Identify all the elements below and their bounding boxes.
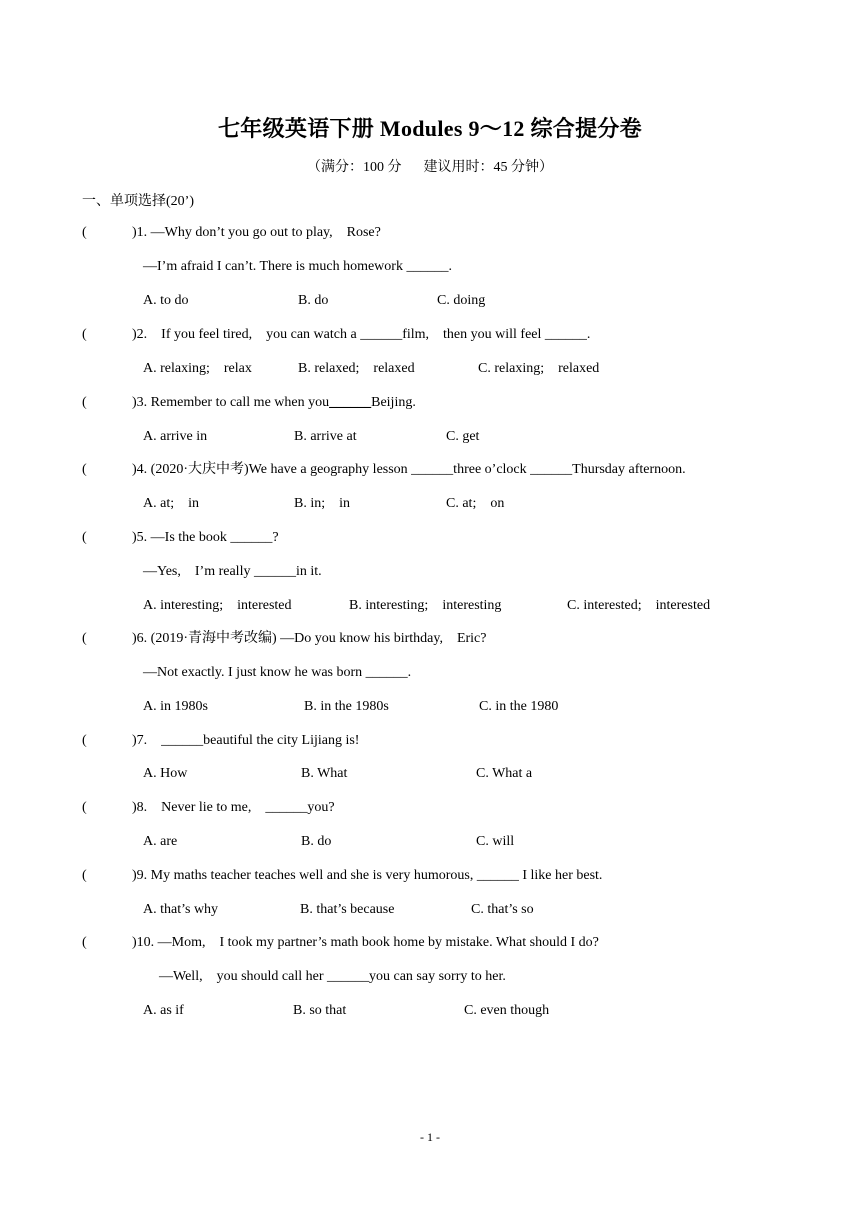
question-stem: )5. —Is the book ______? — [132, 530, 279, 545]
option-a: A. in 1980s — [143, 699, 208, 714]
answer-paren: ( — [82, 395, 87, 410]
page-number: - 1 - — [420, 1130, 440, 1144]
option-a: A. at; in — [143, 496, 199, 511]
answer-paren: ( — [82, 800, 87, 815]
option-c: C. will — [476, 834, 515, 849]
stem-text: )3. Remember to call me when you — [132, 395, 330, 410]
answer-paren: ( — [82, 733, 87, 748]
question-stem: )4. (2020·大庆中考)We have a geography lesson ______three o’clock ______Thursday afternoon. — [132, 462, 686, 477]
answer-paren: ( — [82, 868, 87, 883]
option-c: C. interested; interested — [567, 598, 711, 613]
option-b: B. so that — [293, 1003, 347, 1018]
question-10-dialogue: —Well, you should call her ______you can say sorry to her. — [159, 969, 506, 984]
question-stem: )9. My maths teacher teaches well and she is very humorous, ______ I like her best. — [132, 868, 603, 883]
question-stem: )6. (2019·青海中考改编) —Do you know his birthday, Eric? — [132, 631, 487, 646]
option-a: A. as if — [143, 1003, 184, 1018]
option-a: A. How — [143, 766, 188, 781]
question-5-dialogue: —Yes, I’m really ______in it. — [143, 564, 322, 579]
option-c: C. at; on — [446, 496, 505, 511]
time-info: 建议用时：45 分钟） — [423, 160, 553, 175]
option-b: B. in; in — [294, 496, 351, 511]
question-stem: )10. —Mom, I took my partner’s math book home by mistake. What should I do? — [132, 935, 599, 950]
option-b: B. do — [298, 293, 329, 308]
question-stem: )2. If you feel tired, you can watch a ______film, then you will feel ______. — [132, 327, 591, 342]
option-b: B. that’s because — [300, 902, 395, 917]
question-stem — [132, 394, 416, 412]
option-c: C. that’s so — [471, 902, 534, 917]
option-a: A. to do — [143, 293, 189, 308]
question-stem: )1. —Why don’t you go out to play, Rose? — [132, 225, 381, 240]
option-b: B. in the 1980s — [304, 699, 389, 714]
option-b: B. do — [301, 834, 332, 849]
section-heading: 一、单项选择(20’) — [82, 194, 194, 209]
answer-blank: ______ — [329, 395, 372, 410]
option-c: C. relaxing; relaxed — [478, 361, 600, 376]
option-a: A. that’s why — [143, 902, 219, 917]
option-a: A. interesting; interested — [143, 598, 292, 613]
score-info: （满分：100 分 — [307, 160, 402, 175]
page-title: 七年级英语下册 Modules 9～12 综合提分卷 — [218, 116, 642, 141]
answer-paren: ( — [82, 327, 87, 342]
option-b: B. relaxed; relaxed — [298, 361, 415, 376]
option-c: C. get — [446, 429, 480, 444]
option-c: C. in the 1980 — [479, 699, 559, 714]
option-a: A. relaxing; relax — [143, 361, 252, 376]
answer-paren: ( — [82, 530, 87, 545]
answer-paren: ( — [82, 462, 87, 477]
answer-paren: ( — [82, 225, 87, 240]
page-subtitle — [0, 156, 860, 176]
option-c: C. What a — [476, 766, 533, 781]
option-c: C. even though — [464, 1003, 550, 1018]
question-6-dialogue: —Not exactly. I just know he was born ______. — [143, 665, 412, 680]
option-b: B. What — [301, 766, 348, 781]
stem-text: Beijing. — [371, 395, 416, 410]
option-a: A. are — [143, 834, 178, 849]
answer-paren: ( — [82, 935, 87, 950]
answer-paren: ( — [82, 631, 87, 646]
option-b: B. interesting; interesting — [349, 598, 502, 613]
option-c: C. doing — [437, 293, 486, 308]
option-a: A. arrive in — [143, 429, 208, 444]
option-b: B. arrive at — [294, 429, 357, 444]
question-stem: )8. Never lie to me, ______you? — [132, 800, 335, 815]
question-stem: )7. ______beautiful the city Lijiang is! — [132, 733, 360, 748]
question-1-dialogue: —I’m afraid I can’t. There is much homework ______. — [143, 259, 452, 274]
